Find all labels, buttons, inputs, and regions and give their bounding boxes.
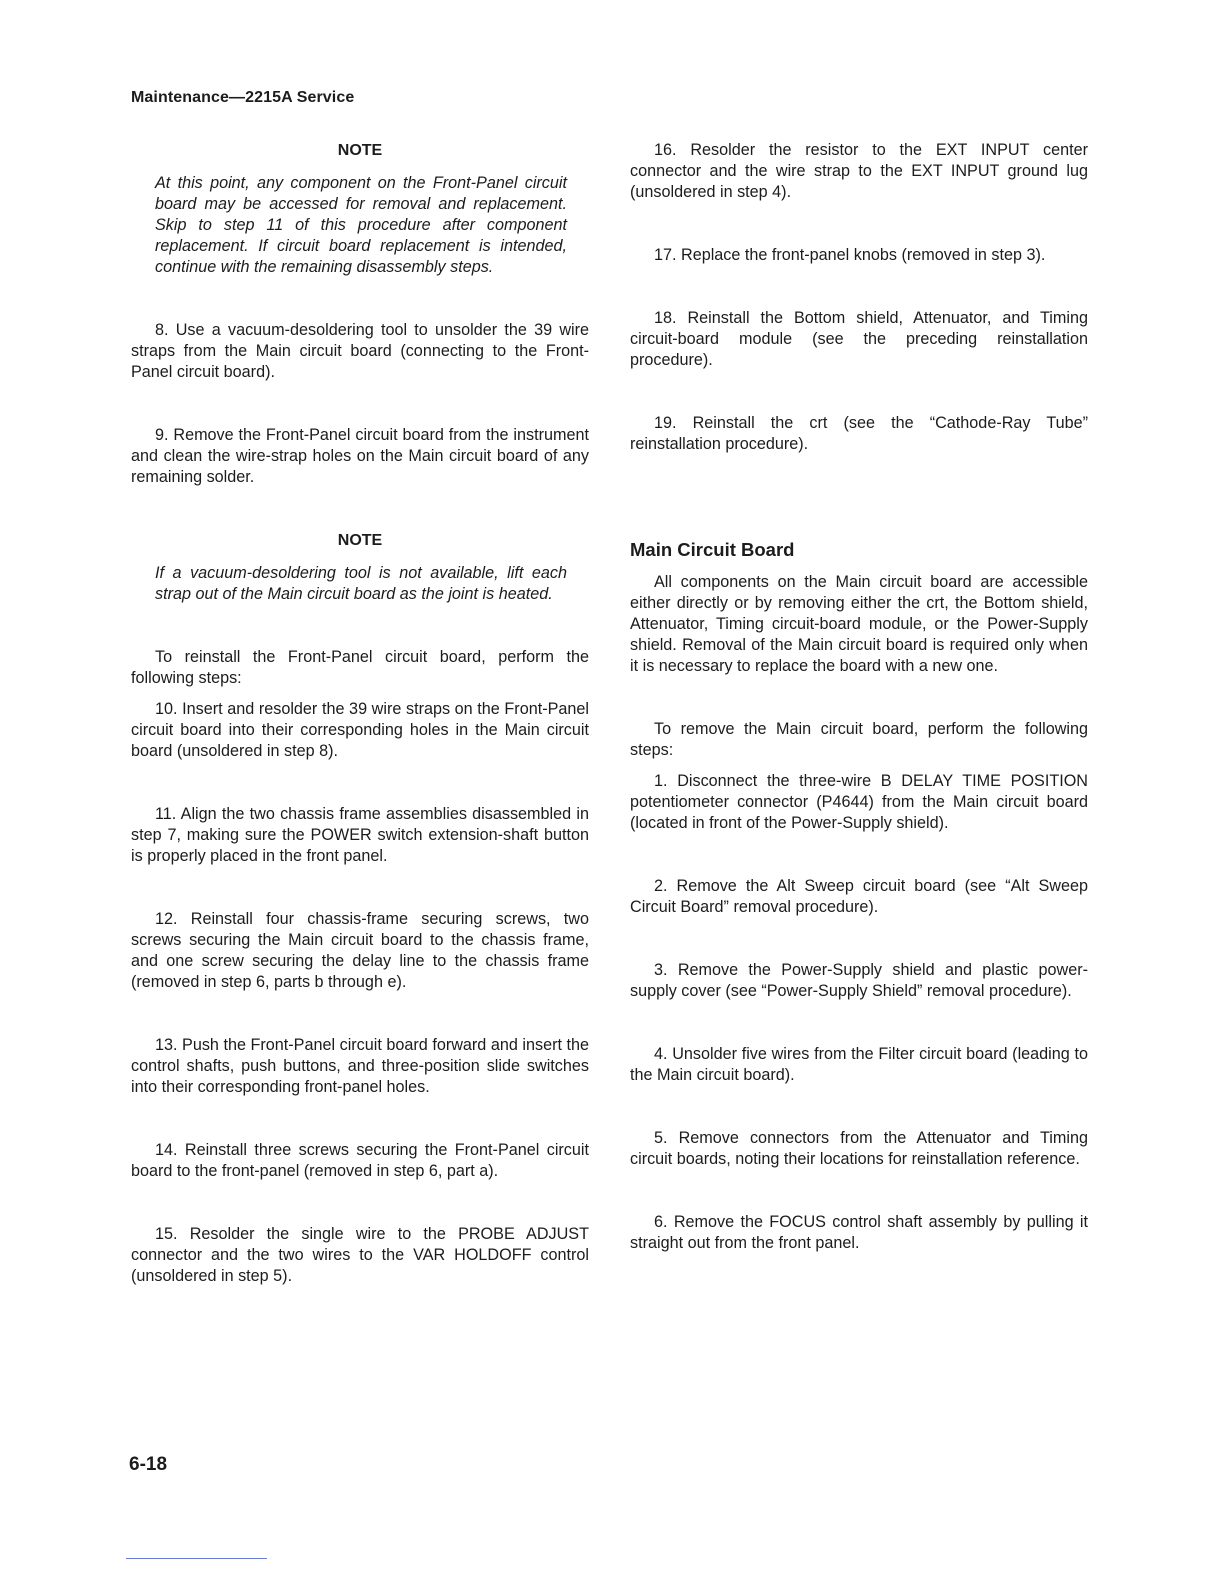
note-text: If a vacuum-desoldering tool is not available, lift each strap out of the Main circuit board as the joint is heated. — [155, 564, 567, 603]
step-11: 11. Align the two chassis frame assemblies disassembled in step 7, making sure the POWER switch extension-shaft button is properly placed in the front panel. — [131, 805, 589, 865]
step-13: 13. Push the Front-Panel circuit board forward and insert the control shafts, push buttons, and three-position slide switches into their corresponding front-panel holes. — [131, 1036, 589, 1096]
remove-step-3: 3. Remove the Power-Supply shield and plastic power-supply cover (see “Power-Supply Shield” removal procedure). — [630, 961, 1088, 1000]
remove-step-2: 2. Remove the Alt Sweep circuit board (see “Alt Sweep Circuit Board” removal procedure). — [630, 877, 1088, 916]
page-number: 6-18 — [129, 1454, 168, 1475]
step-14: 14. Reinstall three screws securing the Front-Panel circuit board to the front-panel (removed in step 6, part a). — [131, 1141, 589, 1180]
note-title: NOTE — [337, 532, 383, 549]
note-block — [131, 140, 589, 278]
step-10: 10. Insert and resolder the 39 wire straps on the Front-Panel circuit board into their corresponding holes in the Main circuit board (unsoldered in step 8). — [131, 700, 589, 760]
step-17: 17. Replace the front-panel knobs (removed in step 3). — [654, 246, 1046, 264]
step-12: 12. Reinstall four chassis-frame securing screws, two screws securing the Main circuit board to the chassis frame, and one screw securing the delay line to the chassis frame (removed in step 6, parts b through e). — [131, 910, 589, 991]
right-column — [630, 140, 1088, 1254]
step-18: 18. Reinstall the Bottom shield, Attenuator, and Timing circuit-board module (see the preceding reinstallation procedure). — [630, 309, 1088, 369]
section-heading: Main Circuit Board — [630, 539, 795, 560]
step-19: 19. Reinstall the crt (see the “Cathode-Ray Tube” reinstallation procedure). — [630, 414, 1088, 453]
reinstall-intro: To reinstall the Front-Panel circuit board, perform the following steps: — [131, 648, 589, 687]
remove-step-6: 6. Remove the FOCUS control shaft assembly by pulling it straight out from the front panel. — [630, 1213, 1088, 1252]
left-column — [131, 140, 589, 1287]
note-block — [131, 530, 589, 605]
remove-step-1: 1. Disconnect the three-wire B DELAY TIME POSITION potentiometer connector (P4644) from the Main circuit board (located in front of the Power-Supply shield). — [630, 772, 1088, 832]
remove-step-5: 5. Remove connectors from the Attenuator and Timing circuit boards, noting their locations for reinstallation reference. — [630, 1129, 1088, 1168]
step-16: 16. Resolder the resistor to the EXT INPUT center connector and the wire strap to the EXT INPUT ground lug (unsoldered in step 4). — [630, 141, 1088, 201]
remove-step-4: 4. Unsolder five wires from the Filter circuit board (leading to the Main circuit board). — [630, 1045, 1088, 1084]
running-header: Maintenance—2215A Service — [131, 89, 355, 106]
step-8: 8. Use a vacuum-desoldering tool to unsolder the 39 wire straps from the Main circuit board (connecting to the Front-Panel circuit board). — [131, 321, 589, 381]
remove-intro: To remove the Main circuit board, perform the following steps: — [630, 720, 1088, 759]
footer-rule — [126, 1558, 267, 1559]
note-text: At this point, any component on the Front-Panel circuit board may be accessed for removal and replacement. Skip to step 11 of this procedure after component replacement. If circuit board replacement is intended, continue with the remaining disassembly steps. — [155, 174, 567, 276]
note-title: NOTE — [337, 142, 383, 159]
section-intro: All components on the Main circuit board are accessible either directly or by removing either the crt, the Bottom shield, Attenuator, Timing circuit-board module, or the Power-Supply shield. Removal of the Main circuit board is required only when it is necessary to replace the board with a new one. — [630, 573, 1088, 675]
step-15: 15. Resolder the single wire to the PROBE ADJUST connector and the two wires to the VAR HOLDOFF control (unsoldered in step 5). — [131, 1225, 589, 1285]
step-9: 9. Remove the Front-Panel circuit board from the instrument and clean the wire-strap holes on the Main circuit board of any remaining solder. — [131, 426, 589, 486]
